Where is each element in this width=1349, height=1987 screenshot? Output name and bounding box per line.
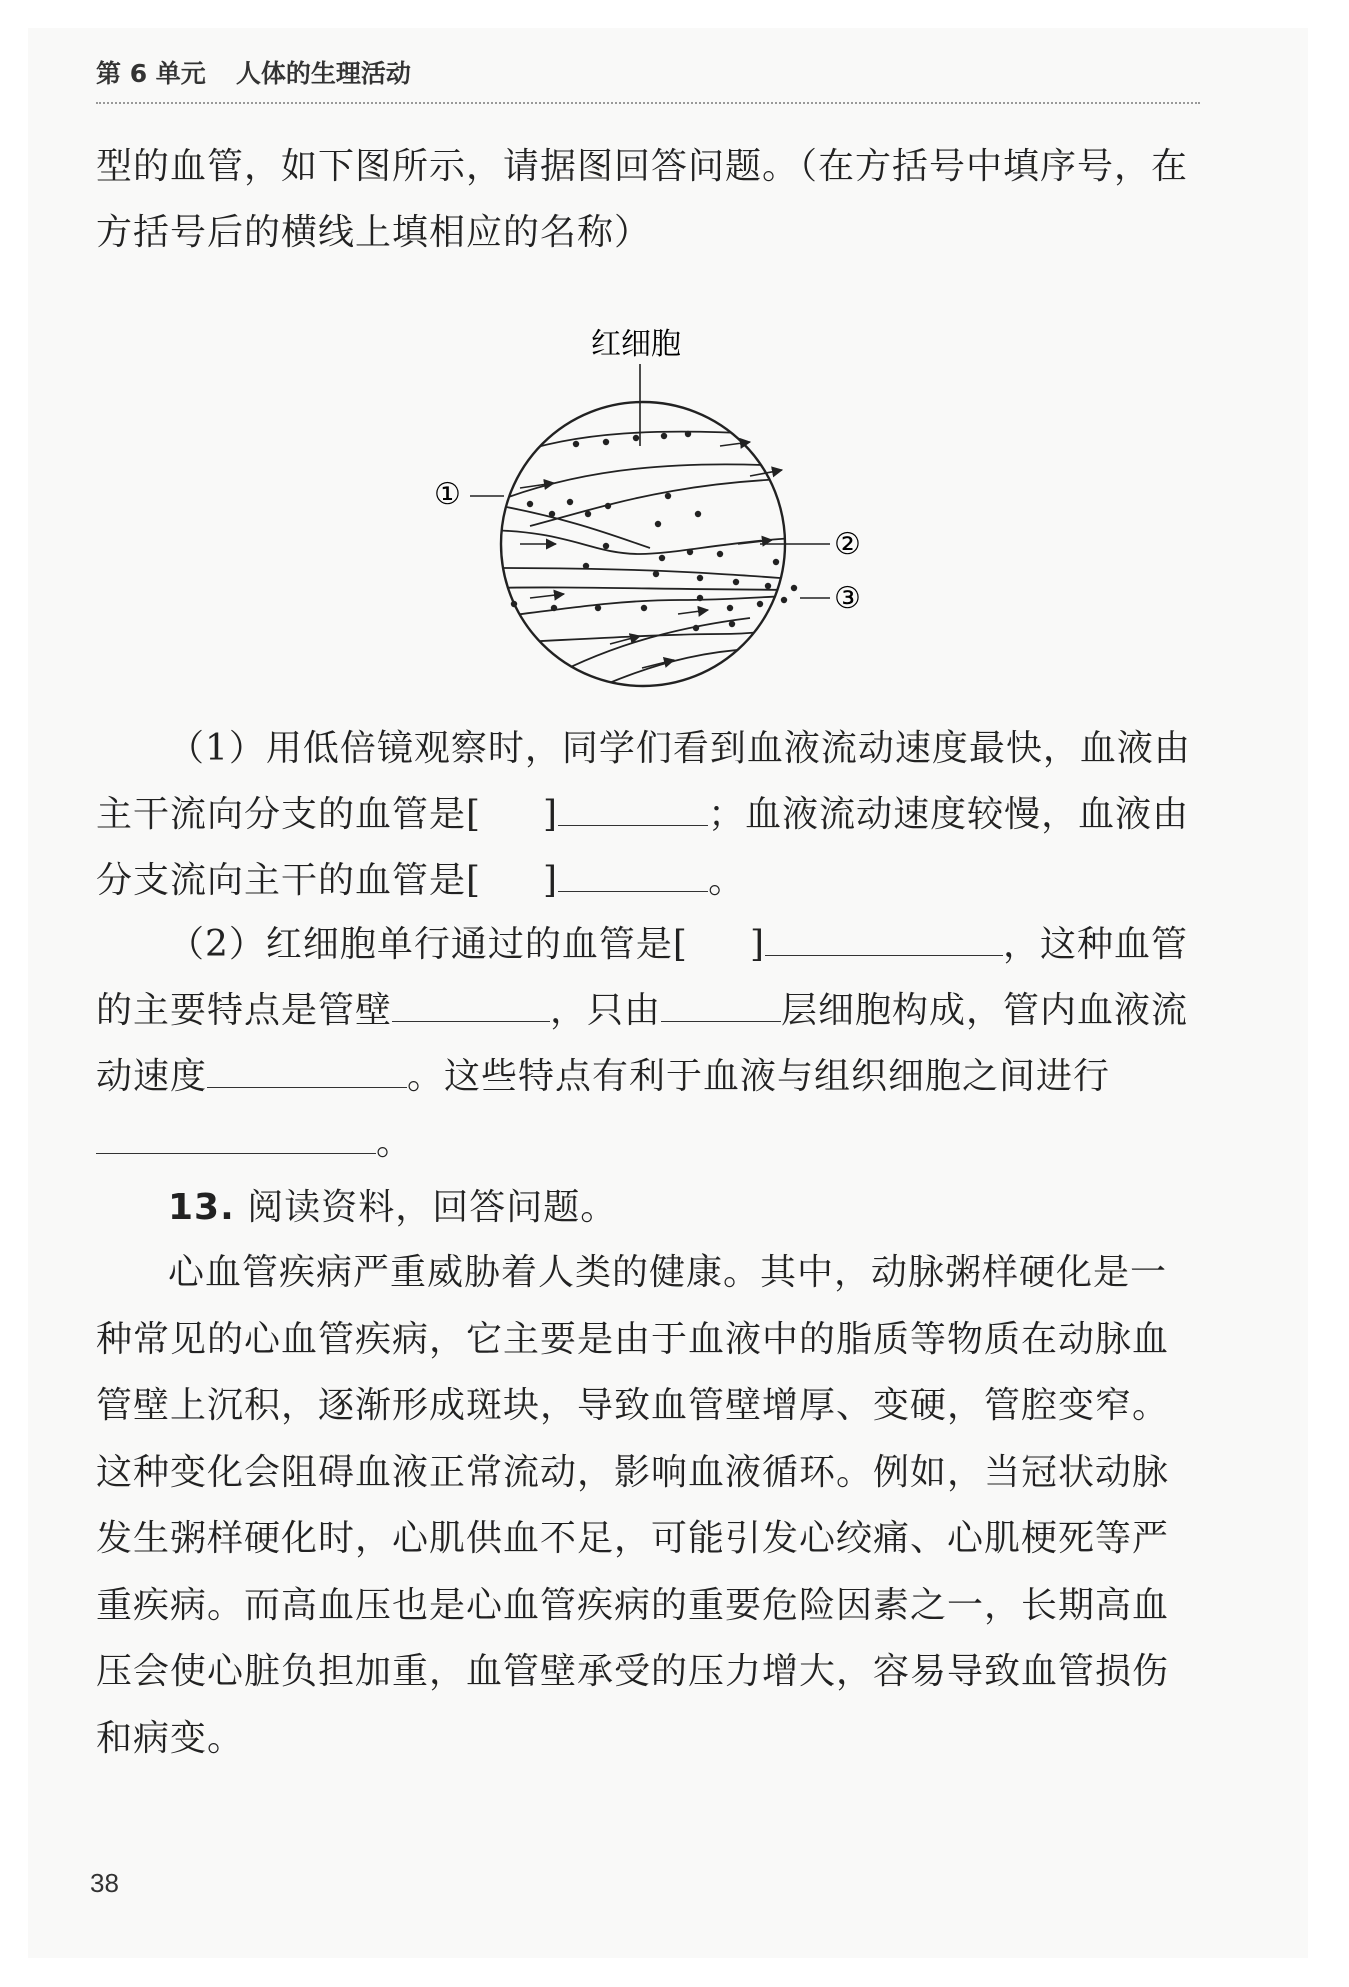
- q2-blank-5[interactable]: [96, 1113, 376, 1154]
- vessel-lines: [480, 432, 840, 690]
- q2-text-e: 层细胞构成，管内血液流动速度: [96, 990, 1189, 1097]
- reading-passage: 心血管疾病严重威胁着人类的健康。其中，动脉粥样硬化是一种常见的心血管疾病，它主要是由于血液中的脂质等物质在动脉血管壁上沉积，逐渐形成斑块，导致血管壁增厚、变硬，管腔变窄。这种变化会阻碍血液正常流动，影响血液循环。例如，当冠状动脉发生粥样硬化时，心肌供血不足，可能引发心绞痛、心肌梗死等严重疾病。而高血压也是心血管疾病的重要危险因素之一，长期高血压会使心脏负担加重，血管壁承受的压力增大，容易导致血管损伤和病变。: [96, 1252, 1170, 1759]
- unit-title: 人体的生理活动: [235, 59, 411, 88]
- q1-blank-1[interactable]: [558, 785, 708, 826]
- q1-blank-2[interactable]: [558, 851, 708, 892]
- q2-blank-1[interactable]: [765, 915, 1003, 956]
- question-13-heading: [96, 1175, 1202, 1241]
- q1-text-d: ]: [543, 860, 559, 901]
- q2-text-a: （2）红细胞单行通过的血管是[: [168, 924, 688, 965]
- q2-text-b: ]: [749, 924, 765, 965]
- blood-vessel-figure: [420, 318, 880, 690]
- marker-2: ②: [834, 527, 861, 562]
- q1-text-c: ；血液流动速度较慢，血液由分支流向主干的血管是[: [96, 794, 1190, 901]
- unit-label: 第 6 单元: [96, 59, 206, 88]
- q2-text-c: ，这种血管的主要特点是管壁: [96, 924, 1189, 1031]
- q2-text-f: 。这些特点有利于血液与组织细胞之间进行: [407, 1056, 1111, 1097]
- running-header: [96, 54, 1200, 104]
- page-number: 38: [90, 1868, 119, 1898]
- q2-blank-2[interactable]: [392, 981, 550, 1022]
- q1-text-a: （1）用低倍镜观察时，同学们看到血液流动速度最快，血液由主干流向分支的血管是[: [96, 728, 1191, 835]
- marker-3: ③: [834, 581, 861, 616]
- q2-text-d: ，只由: [550, 990, 662, 1031]
- question-13-text: 阅读资料，回答问题。: [247, 1187, 618, 1228]
- q1-text-b: ]: [543, 794, 559, 835]
- rbc-label: 红细胞: [591, 327, 681, 362]
- question-13-number: 13.: [168, 1187, 235, 1228]
- q2-blank-4[interactable]: [207, 1047, 407, 1088]
- q1-text-e: 。: [708, 860, 746, 901]
- marker-1: ①: [434, 477, 461, 512]
- question-2: [96, 912, 1202, 1176]
- question-1: [96, 716, 1202, 914]
- q2-text-g: 。: [376, 1122, 414, 1163]
- q2-blank-3[interactable]: [661, 981, 781, 1022]
- intro-text: 型的血管，如下图所示，请据图回答问题。（在方括号中填序号，在方括号后的横线上填相应的名称）: [96, 146, 1189, 253]
